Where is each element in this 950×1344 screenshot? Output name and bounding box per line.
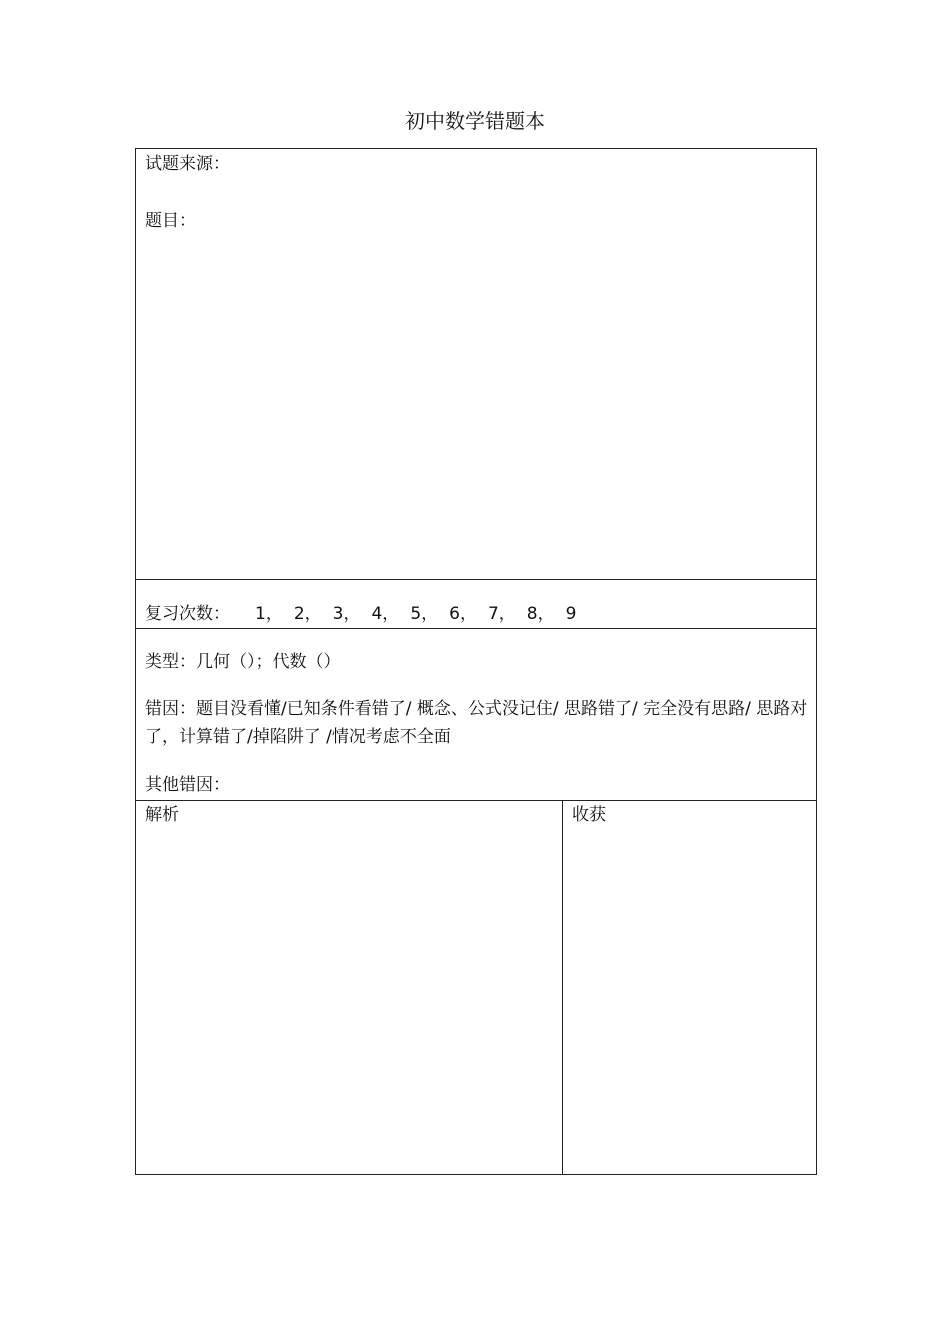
review-count-9: 9 — [565, 604, 577, 624]
analysis-label: 解析 — [145, 805, 179, 825]
review-count-5: 5， — [410, 604, 439, 624]
review-count-3: 3， — [332, 604, 361, 624]
review-count-line — [145, 600, 576, 628]
other-reasons-label: 其他错因： — [145, 775, 230, 795]
review-count-6: 6， — [449, 604, 477, 624]
mistake-record-table — [135, 148, 817, 1175]
review-count-7: 7， — [487, 604, 516, 624]
error-reasons-text: 错因：题目没看懂/已知条件看错了/ 概念、公式没记住/ 思路错了/ 完全没有思路/ 思路对了，计算错了/掉陷阱了 /情况考虑不全面 — [145, 699, 808, 747]
question-label: 题目： — [145, 211, 196, 231]
review-count-label: 复习次数： — [145, 604, 230, 624]
source-label: 试题来源： — [145, 154, 230, 174]
gain-label: 收获 — [572, 805, 606, 825]
review-section — [136, 580, 816, 629]
error-cause-section — [136, 629, 816, 801]
review-count-8: 8， — [526, 604, 555, 624]
review-count-4: 4， — [371, 604, 400, 624]
page-title: 初中数学错题本 — [405, 109, 545, 133]
question-type-line: 类型：几何（）；代数（） — [145, 652, 341, 672]
review-count-2: 2， — [293, 604, 322, 624]
question-section — [136, 149, 816, 580]
analysis-column — [136, 801, 563, 1174]
gain-column — [563, 801, 816, 1174]
analysis-gain-section — [136, 801, 816, 1174]
review-count-1: 1， — [255, 604, 283, 624]
